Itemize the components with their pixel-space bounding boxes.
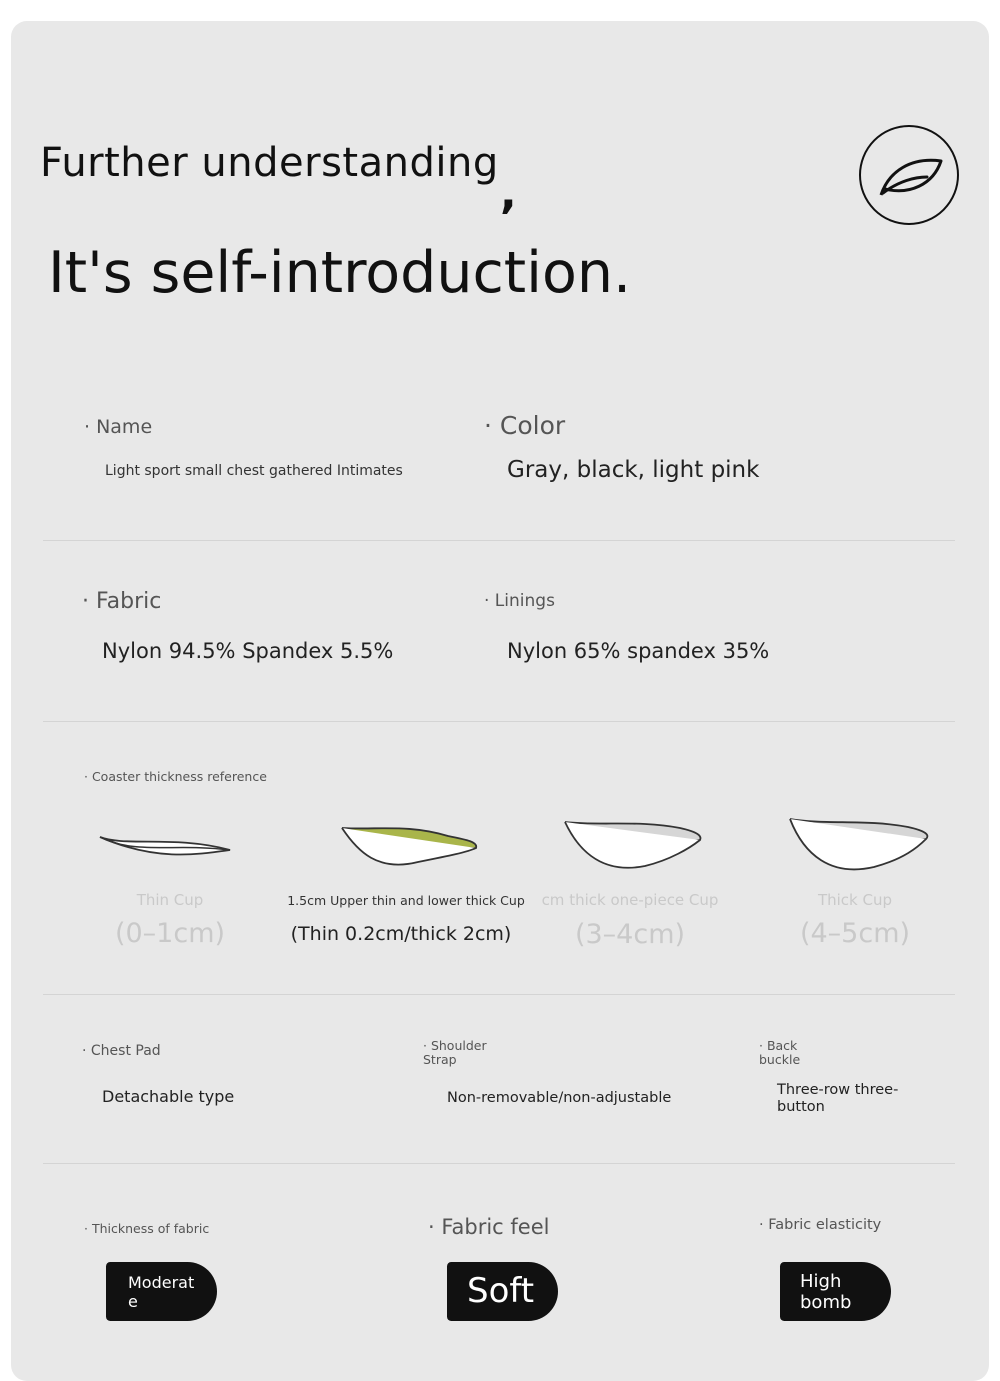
cup-name: Thick Cup — [817, 891, 893, 909]
fabric-feel-badge — [447, 1262, 558, 1321]
divider — [43, 994, 955, 995]
heading-line-2: It's self-introduction. — [48, 240, 632, 306]
fabric-value: Nylon 94.5% Spandex 5.5% — [102, 639, 394, 663]
leaf-badge — [859, 125, 959, 225]
cup-range: (3–4cm) — [574, 919, 686, 950]
elasticity-value: High — [800, 1271, 842, 1292]
divider — [43, 540, 955, 541]
leaf-icon — [875, 151, 945, 201]
heading-comma: , — [500, 168, 517, 219]
cup-range: (0–1cm) — [114, 918, 226, 949]
color-label: · Color — [484, 411, 566, 440]
shoulder-strap-label: Strap — [423, 1052, 457, 1067]
one-piece-cup-illustration — [560, 818, 710, 876]
elasticity-badge — [780, 1262, 891, 1321]
coaster-label: · Coaster thickness reference — [84, 769, 267, 784]
thickness-badge — [106, 1262, 217, 1321]
elasticity-value: bomb — [800, 1292, 852, 1313]
back-buckle-label: buckle — [759, 1052, 801, 1067]
elasticity-label: · Fabric elasticity — [759, 1217, 882, 1233]
cup-name: cm thick one-piece Cup — [541, 891, 719, 909]
chest-pad-label: · Chest Pad — [82, 1043, 161, 1059]
thickness-value: e — [128, 1292, 138, 1311]
content-card — [11, 21, 989, 1381]
back-buckle-value: Three-row three- — [777, 1082, 899, 1098]
shoulder-strap-value: Non-removable/non-adjustable — [447, 1090, 672, 1106]
name-value: Light sport small chest gathered Intimates — [105, 463, 403, 479]
fabric-label: · Fabric — [82, 589, 162, 614]
back-buckle-value: button — [777, 1099, 825, 1115]
fabric-feel-value: Soft — [467, 1271, 535, 1311]
fabric-feel-label: · Fabric feel — [428, 1215, 550, 1239]
thickness-label: · Thickness of fabric — [84, 1221, 210, 1236]
name-label: · Name — [84, 416, 153, 438]
cup-name: 1.5cm Upper thin and lower thick Cup — [287, 893, 525, 908]
linings-label: · Linings — [484, 591, 555, 611]
thin-cup-illustration — [95, 825, 235, 865]
linings-value: Nylon 65% spandex 35% — [507, 639, 770, 663]
heading-line-1: Further understanding — [40, 140, 499, 186]
divider — [43, 721, 955, 722]
back-buckle-label: · Back — [759, 1038, 798, 1053]
thickness-value: Moderat — [128, 1273, 195, 1292]
thick-cup-illustration — [786, 815, 936, 877]
shoulder-strap-label: · Shoulder — [423, 1038, 487, 1053]
divider — [43, 1163, 955, 1164]
gradient-cup-illustration — [338, 822, 483, 872]
chest-pad-value: Detachable type — [102, 1087, 235, 1106]
cup-range: (4–5cm) — [799, 918, 911, 949]
cup-range: (Thin 0.2cm/thick 2cm) — [290, 923, 512, 945]
color-value: Gray, black, light pink — [507, 457, 760, 483]
cup-name: Thin Cup — [136, 891, 204, 909]
